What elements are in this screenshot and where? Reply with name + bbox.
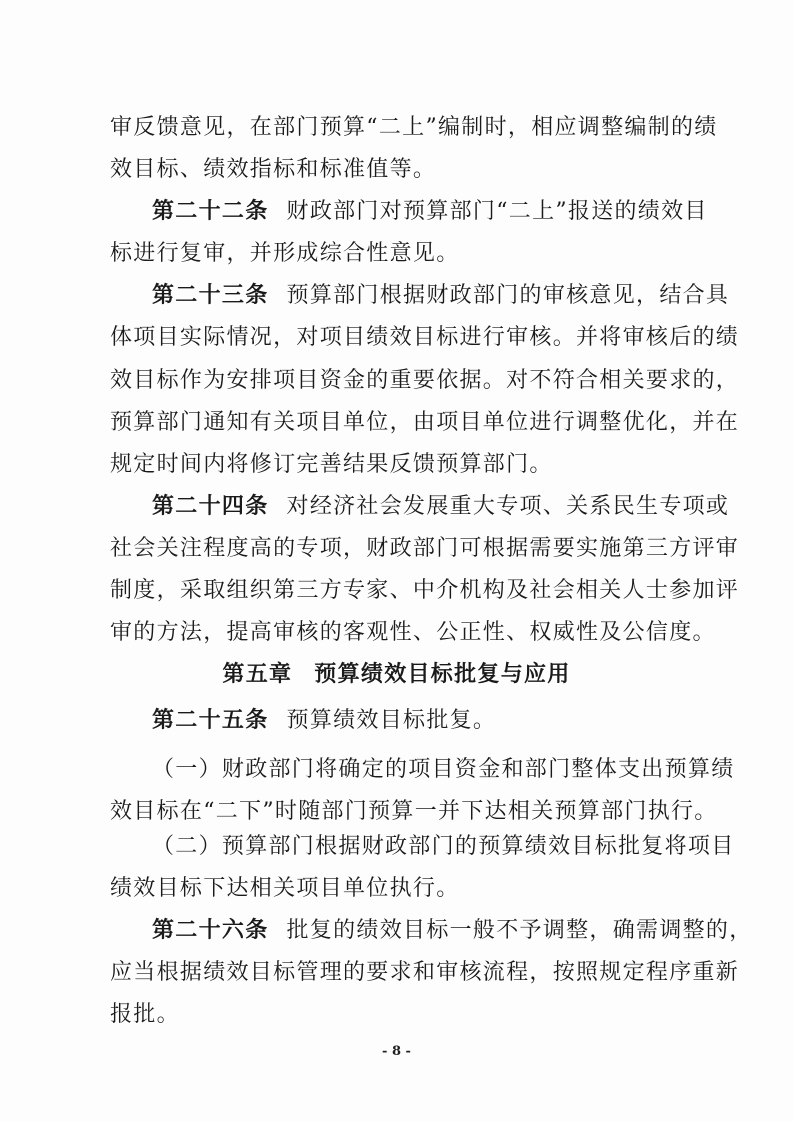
text-line: 审反馈意见，在部门预算“二上”编制时，相应调整编制的绩 [110, 115, 718, 140]
text-line: 效目标作为安排项目资金的重要依据。对不符合相关要求的， [110, 368, 740, 393]
text-line: 对经济社会发展重大专项、关系民生专项或 [286, 494, 730, 519]
text-line: 效目标在“二下”时随部门预算一并下达相关预算部门执行。 [110, 799, 718, 824]
text-line: 预算绩效目标批复。 [286, 708, 497, 733]
article-26-paragraph [152, 916, 753, 946]
text-line: 体项目实际情况，对项目绩效目标进行审核。并将审核后的绩 [110, 325, 740, 350]
chapter-heading [0, 660, 793, 690]
article-25-paragraph [152, 706, 496, 736]
text-line: （二）预算部门根据财政部门的预算绩效目标批复将项目 [152, 834, 735, 859]
text-line: 应当根据绩效目标管理的要求和审核流程，按照规定程序重新 [110, 960, 740, 985]
text-line: 预算部门通知有关项目单位，由项目单位进行调整优化，并在 [110, 410, 740, 435]
text-line: 财政部门对预算部门“二上”报送的绩效目 [286, 199, 708, 224]
chapter-title: 预算绩效目标批复与应用 [314, 662, 571, 687]
article-25-heading: 第二十五条 [152, 708, 269, 733]
text-line: 预算部门根据财政部门的审核意见，结合具 [286, 283, 730, 308]
article-22-heading: 第二十二条 [152, 199, 269, 224]
text-line: 效目标、绩效指标和标准值等。 [110, 157, 437, 182]
text-line: 规定时间内将修订完善结果反馈预算部门。 [110, 452, 553, 477]
chapter-number: 第五章 [222, 662, 293, 687]
page-number: - 8 - [382, 1044, 411, 1059]
text-line: 报批。 [110, 1002, 180, 1027]
text-line: 审的方法，提高审核的客观性、公正性、权威性及公信度。 [110, 620, 716, 645]
article-23-heading: 第二十三条 [152, 283, 269, 308]
article-23-paragraph [152, 281, 729, 311]
article-24-paragraph [152, 492, 729, 522]
article-22-paragraph [152, 197, 708, 227]
text-line: 社会关注程度高的专项，财政部门可根据需要实施第三方评审 [110, 536, 740, 561]
text-line: 批复的绩效目标一般不予调整，确需调整的， [286, 918, 753, 943]
text-line: 标进行复审，并形成综合性意见。 [110, 241, 460, 266]
article-24-heading: 第二十四条 [152, 494, 269, 519]
text-line: （一）财政部门将确定的项目资金和部门整体支出预算绩 [152, 757, 735, 782]
text-line: 绩效目标下达相关项目单位执行。 [110, 876, 460, 901]
article-26-heading: 第二十六条 [152, 918, 269, 943]
text-line: 制度，采取组织第三方专家、中介机构及社会相关人士参加评 [110, 578, 740, 603]
